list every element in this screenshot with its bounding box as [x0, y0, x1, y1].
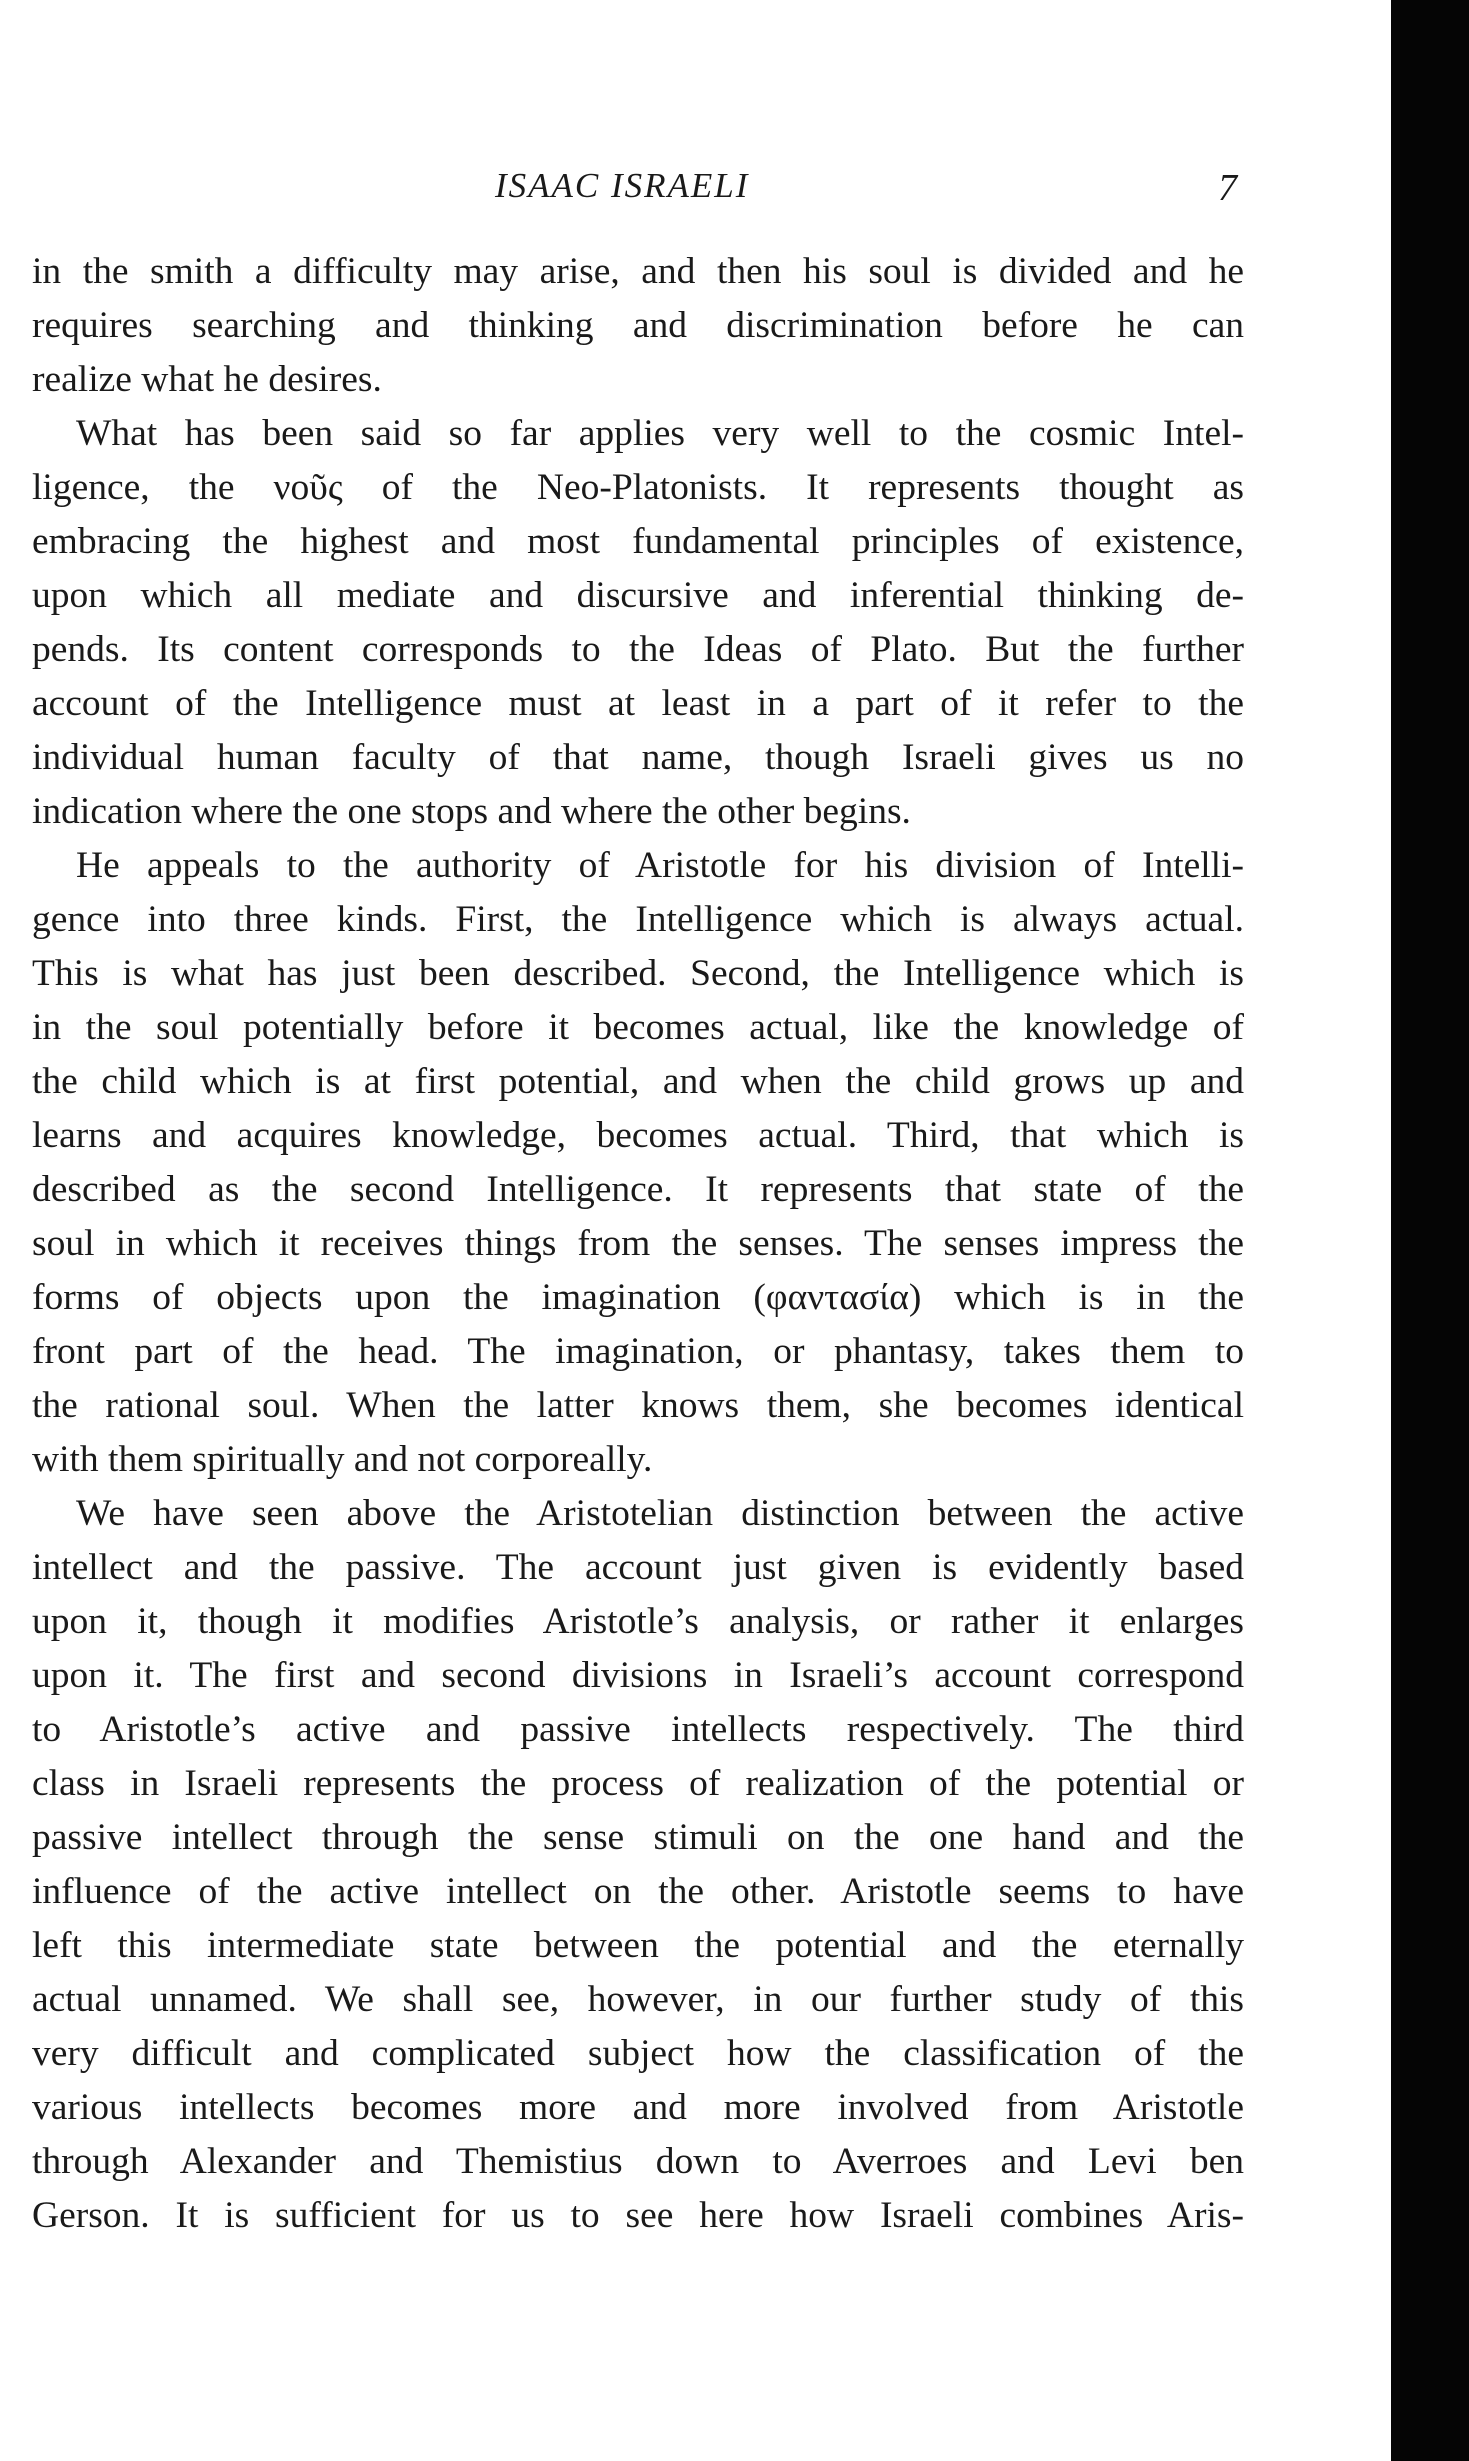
- text-line: described as the second Intelligence. It represents that state of the: [32, 1169, 1244, 1210]
- text-line: various intellects becomes more and more involved from Aristotle: [32, 2087, 1244, 2128]
- text-line: passive intellect through the sense stimuli on the one hand and the: [32, 1817, 1244, 1858]
- text-line: account of the Intelligence must at least in a part of it refer to the: [32, 683, 1244, 724]
- text-line: upon which all mediate and discursive and inferential thinking de-: [32, 575, 1244, 616]
- text-line: ligence, the νοῦς of the Neo-Platonists. It represents thought as: [32, 467, 1244, 508]
- text-line: What has been said so far applies very well to the cosmic Intel-: [76, 413, 1244, 454]
- text-line: realize what he desires.: [32, 359, 382, 400]
- text-line: We have seen above the Aristotelian distinction between the active: [76, 1493, 1244, 1534]
- text-line: class in Israeli represents the process of realization of the potential or: [32, 1763, 1244, 1804]
- text-line: actual unnamed. We shall see, however, in our further study of this: [32, 1979, 1244, 2020]
- text-line: very difficult and complicated subject how the classification of the: [32, 2033, 1244, 2074]
- text-line: in the soul potentially before it becomes actual, like the knowledge of: [32, 1007, 1244, 1048]
- text-line: forms of objects upon the imagination (φαντασία) which is in the: [32, 1277, 1244, 1318]
- page-number: 7: [1218, 167, 1237, 209]
- body-text: [32, 245, 1244, 2243]
- text-line: soul in which it receives things from the senses. The senses impress the: [32, 1223, 1244, 1264]
- text-line: in the smith a difficulty may arise, and then his soul is divided and he: [32, 251, 1244, 292]
- text-line: through Alexander and Themistius down to Averroes and Levi ben: [32, 2141, 1244, 2182]
- text-line: the child which is at first potential, and when the child grows up and: [32, 1061, 1244, 1102]
- running-head-title: ISAAC ISRAELI: [495, 166, 750, 205]
- text-line: gence into three kinds. First, the Intelligence which is always actual.: [32, 899, 1244, 940]
- text-line: pends. Its content corresponds to the Ideas of Plato. But the further: [32, 629, 1244, 670]
- text-line: upon it. The first and second divisions in Israeli’s account correspond: [32, 1655, 1244, 1696]
- text-line: embracing the highest and most fundamental principles of existence,: [32, 521, 1244, 562]
- running-head: [30, 166, 1250, 216]
- text-line: indication where the one stops and where the other begins.: [32, 791, 911, 832]
- text-line: learns and acquires knowledge, becomes actual. Third, that which is: [32, 1115, 1244, 1156]
- text-line: the rational soul. When the latter knows them, she becomes identical: [32, 1385, 1244, 1426]
- text-line: influence of the active intellect on the other. Aristotle seems to have: [32, 1871, 1244, 1912]
- text-line: intellect and the passive. The account just given is evidently based: [32, 1547, 1244, 1588]
- text-line: individual human faculty of that name, though Israeli gives us no: [32, 737, 1244, 778]
- text-line: left this intermediate state between the potential and the eternally: [32, 1925, 1244, 1966]
- text-line: requires searching and thinking and discrimination before he can: [32, 305, 1244, 346]
- text-line: to Aristotle’s active and passive intellects respectively. The third: [32, 1709, 1244, 1750]
- scan-edge-shadow: [1391, 0, 1469, 2461]
- text-line: He appeals to the authority of Aristotle for his division of Intelli-: [76, 845, 1244, 886]
- text-line: This is what has just been described. Second, the Intelligence which is: [32, 953, 1244, 994]
- text-line: with them spiritually and not corporeally.: [32, 1439, 653, 1480]
- text-line: upon it, though it modifies Aristotle’s analysis, or rather it enlarges: [32, 1601, 1244, 1642]
- text-line: Gerson. It is sufficient for us to see here how Israeli combines Aris-: [32, 2195, 1244, 2236]
- text-line: front part of the head. The imagination, or phantasy, takes them to: [32, 1331, 1244, 1372]
